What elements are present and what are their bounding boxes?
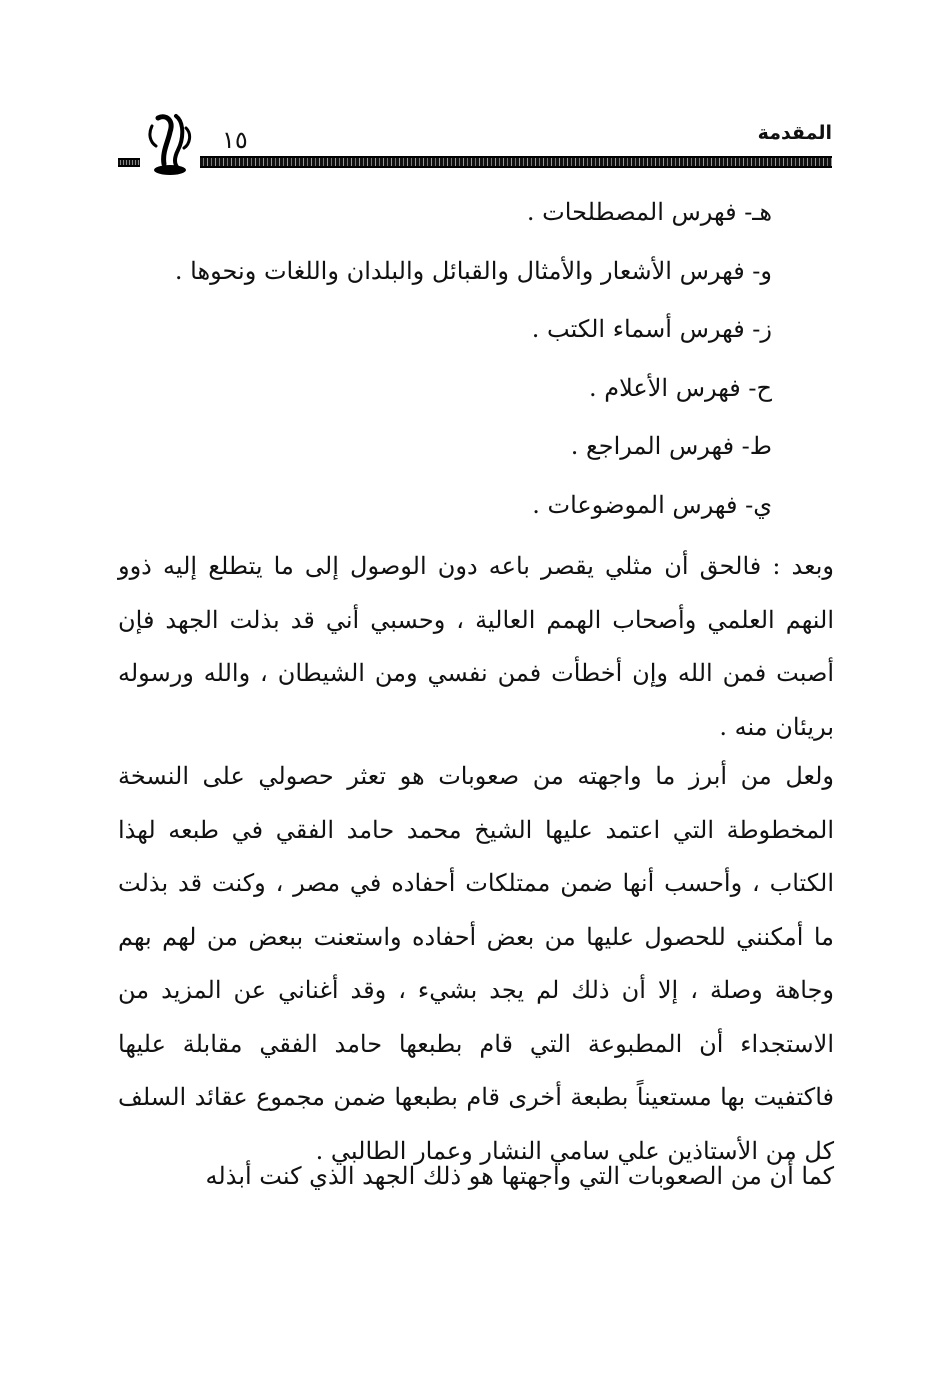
list-item: ط- فهرس المراجع . (570, 432, 772, 460)
list-item: ز- فهرس أسماء الكتب . (531, 315, 772, 343)
list-item: ح- فهرس الأعلام . (588, 373, 772, 402)
list-item: و- فهرس الأشعار والأمثال والقبائل والبلدان واللغات ونحوها . (174, 256, 772, 285)
chapter-title: المقدمة (757, 122, 832, 144)
paragraph: وبعد : فالحق أن مثلي يقصر باعه دون الوصول إلى ما يتطلع إليه ذوو النهم العلمي وأصحاب الهمم العالية ، وحسبي أني قد بذلت الجهد فإن أصبت فمن الله وإن أخطأت فمن نفسي ومن الشيطان ، والله ورسوله بريئان منه . (118, 552, 835, 741)
indices-list (132, 188, 772, 539)
quill-inkwell-icon (140, 112, 200, 178)
header-rule-end (118, 158, 140, 167)
list-item: هـ- فهرس المصطلحات . (526, 198, 772, 226)
paragraph: ولعل من أبرز ما واجهته من صعوبات هو تعثر حصولي على النسخة المخطوطة التي اعتمد عليها الشيخ محمد حامد الفقي في طبعه لهذا الكتاب ، وأحسب أنها ضمن ممتلكات أحفاده في مصر ، وكنت قد بذلت ما أمكنني للحصول عليها من بعض أحفاده واستعنت ببعض من لهم بهم وجاهة وصلة ، إلا أن ذلك لم يجد بشيء ، وقد أغناني عن المزيد من الاستجداء أن المطبوعة التي قام بطبعها حامد الفقي مقابلة عليها فاكتفيت بها مستعيناً بطبعة أخرى قام بطبعها ضمن مجموع عقائد السلف كل من الأستاذين علي سامي النشار وعمار الطالبي . (118, 762, 834, 1165)
header-rule (200, 156, 832, 168)
page-number: ١٥ (222, 126, 248, 154)
list-item: ي- فهرس الموضوعات . (532, 490, 772, 519)
paragraph: كما أن من الصعوبات التي واجهتها هو ذلك الجهد الذي كنت أبذله (205, 1162, 834, 1190)
